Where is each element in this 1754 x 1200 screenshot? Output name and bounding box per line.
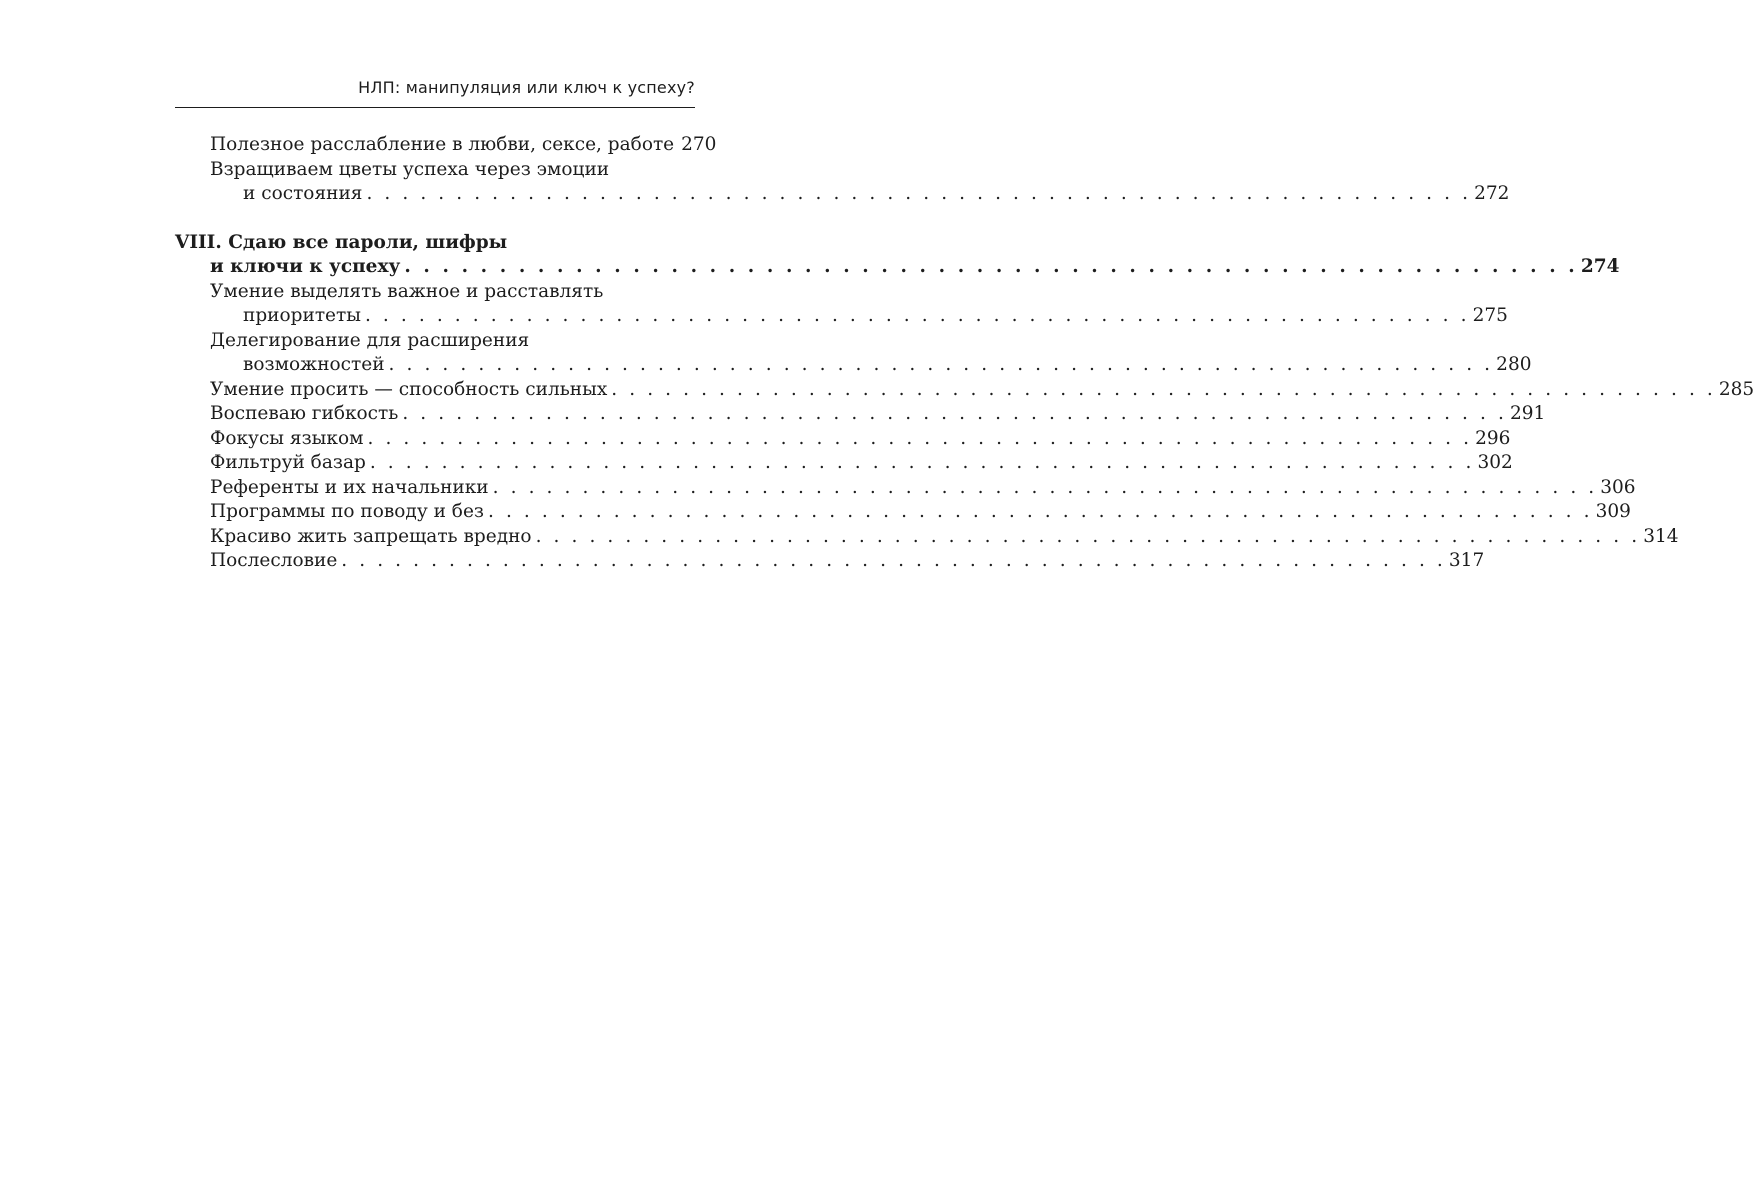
table-of-contents	[175, 133, 1754, 574]
toc-entry-title: Фильтруй базар	[210, 452, 366, 473]
toc-leader-dots: . . . . . . . . . . . . . . . . . . . . . . . . . . . . . . . . . . . . . . . . . . . . . . . . . . . . . . . . . . . . . .	[366, 183, 1472, 204]
toc-entry-title: Умение просить — способность сильных	[210, 378, 608, 400]
toc-page-number: 285	[1718, 378, 1754, 400]
header-rule	[175, 107, 695, 108]
toc-page-number: 317	[1448, 550, 1485, 571]
toc-page-number: 280	[1496, 354, 1532, 375]
toc-leader-dots: . . . . . . . . . . . . . . . . . . . . . . . . . . . . . . . . . . . . . . . . . . . . . . . . . . . . . . . . . . . . . .	[367, 427, 1473, 449]
section-gap	[175, 207, 695, 231]
toc-page-number: 296	[1475, 427, 1511, 449]
toc-entry-title-line: Делегирование для расширения	[210, 329, 530, 351]
chapter-title-line: VIII. Сдаю все пароли, шифры	[175, 231, 508, 253]
toc-entry	[175, 476, 1636, 501]
toc-entry	[175, 451, 1513, 476]
toc-page-number: 309	[1595, 501, 1631, 522]
chapter-title: и ключи к успеху	[210, 256, 401, 277]
toc-leader-dots: . . . . . . . . . . . . . . . . . . . . . . . . . . . . . . . . . . . . . . . . . . . . . . . . . . . . . . . . . . . . . .	[388, 354, 1494, 375]
toc-entry	[175, 255, 1620, 280]
toc-page-number: 270	[681, 134, 717, 155]
toc-page-number: 306	[1600, 476, 1636, 498]
toc-page-number: 275	[1472, 305, 1508, 326]
toc-entry	[175, 525, 1679, 550]
toc-entry	[175, 353, 1532, 378]
toc-entry-title: возможностей	[243, 354, 385, 375]
toc-page-number: 272	[1474, 183, 1510, 204]
toc-leader-dots: . . . . . . . . . . . . . . . . . . . . . . . . . . . . . . . . . . . . . . . . . . . . . . . . . . . . . . . . . . . . . .	[535, 525, 1641, 547]
toc-leader-dots: . . . . . . . . . . . . . . . . . . . . . . . . . . . . . . . . . . . . . . . . . . . . . . . . . . . . . . . . . . . . . .	[404, 256, 1578, 277]
toc-entry-title-line: Умение выделять важное и расставлять	[210, 280, 604, 302]
toc-entry	[175, 182, 1510, 207]
toc-entry-title: Фокусы языком	[210, 427, 364, 449]
toc-entry	[175, 378, 1754, 403]
toc-page-number: 291	[1509, 403, 1546, 424]
toc-entry-title: Референты и их начальники	[210, 476, 489, 498]
toc-leader-dots: . . . . . . . . . . . . . . . . . . . . . . . . . . . . . . . . . . . . . . . . . . . . . . . . . . . . . . . . . . . . . .	[611, 378, 1716, 400]
toc-entry	[175, 549, 1485, 574]
toc-entry-title: Послесловие	[210, 550, 338, 571]
toc-entry-title: Программы по поводу и без	[210, 501, 484, 522]
toc-entry-title: приоритеты	[243, 305, 361, 326]
toc-entry-title-line: Взращиваем цветы успеха через эмоции	[210, 158, 610, 180]
toc-page-number: 302	[1477, 452, 1513, 473]
toc-entry-title: и состояния	[243, 183, 363, 204]
toc-entry	[175, 402, 1546, 427]
toc-entry	[175, 500, 1631, 525]
running-title: НЛП: манипуляция или ключ к успеху?	[358, 78, 695, 97]
toc-entry	[175, 304, 1508, 329]
toc-leader-dots: . . . . . . . . . . . . . . . . . . . . . . . . . . . . . . . . . . . . . . . . . . . . . . . . . . . . . . . . . . . . . .	[341, 550, 1446, 571]
toc-leader-dots: . . . . . . . . . . . . . . . . . . . . . . . . . . . . . . . . . . . . . . . . . . . . . . . . . . . . . . . . . . . . . .	[487, 501, 1593, 522]
toc-page-number: 314	[1643, 525, 1679, 547]
toc-leader-dots: . . . . . . . . . . . . . . . . . . . . . . . . . . . . . . . . . . . . . . . . . . . . . . . . . . . . . . . . . . . . . .	[492, 476, 1598, 498]
toc-entry-title: Воспеваю гибкость	[210, 403, 399, 424]
toc-leader-dots: . . . . . . . . . . . . . . . . . . . . . . . . . . . . . . . . . . . . . . . . . . . . . . . . . . . . . . . . . . . . . .	[402, 403, 1507, 424]
toc-leader-dots: . . . . . . . . . . . . . . . . . . . . . . . . . . . . . . . . . . . . . . . . . . . . . . . . . . . . . . . . . . . . . .	[364, 305, 1470, 326]
toc-entry-title: Красиво жить запрещать вредно	[210, 525, 532, 547]
toc-entry-title: Полезное расслабление в любви, сексе, работе	[210, 134, 675, 155]
toc-entry	[175, 133, 717, 158]
toc-entry	[175, 427, 1511, 452]
toc-leader-dots: . . . . . . . . . . . . . . . . . . . . . . . . . . . . . . . . . . . . . . . . . . . . . . . . . . . . . . . . . . . . . .	[369, 452, 1475, 473]
toc-chapter	[175, 231, 1620, 280]
chapter-page-number: 274	[1580, 256, 1620, 277]
